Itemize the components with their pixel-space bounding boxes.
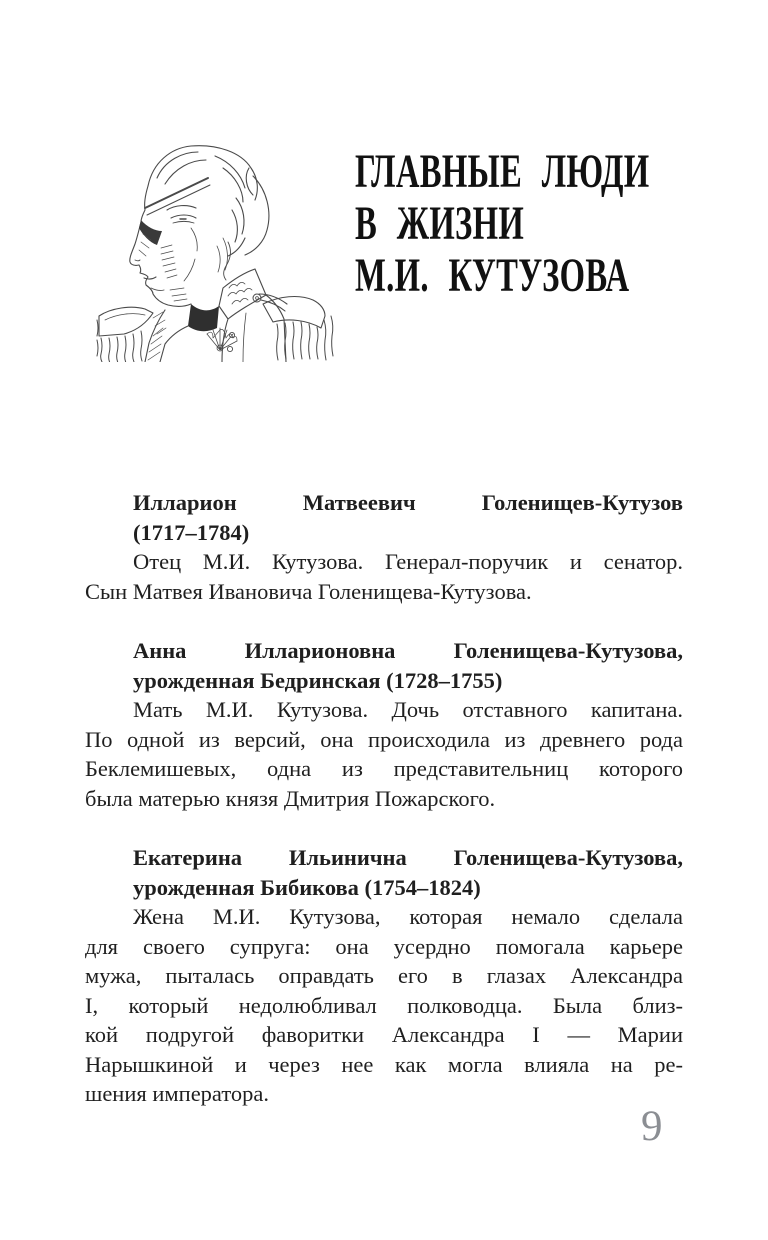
person-heading-line: Илларион Матвеевич Голенищев-Кутузов <box>133 490 683 515</box>
person-body-line: шения императора. <box>85 1081 269 1106</box>
kutuzov-portrait-engraving <box>95 138 345 362</box>
person-heading-line: Екатерина Ильинична Голенищева-Кутузова, <box>133 845 683 870</box>
person-body-line: кой подругой фаворитки Александра I — Марии <box>85 1022 683 1047</box>
person-body-line: По одной из версий, она происходила из древнего рода <box>85 726 683 752</box>
person-body-line: Мать М.И. Кутузова. Дочь отставного капитана. <box>133 697 683 722</box>
person-body-line: Сын Матвея Ивановича Голенищева-Кутузова. <box>85 578 532 604</box>
person-section <box>85 636 683 813</box>
person-body-line: I, который недолюбливал полководца. Была близ- <box>85 992 683 1018</box>
person-heading-line: Анна Илларионовна Голенищева-Кутузова, <box>133 638 683 663</box>
chapter-title <box>355 146 768 302</box>
chapter-title-line-3: М.И. КУТУЗОВА <box>355 249 630 302</box>
person-section <box>85 488 683 606</box>
person-section <box>85 843 683 1109</box>
person-heading <box>85 488 683 547</box>
person-heading-line: урожденная Бибикова (1754–1824) <box>133 874 481 900</box>
person-body-line: Нарышкиной и через нее как могла влияла на ре- <box>85 1051 683 1077</box>
person-heading <box>85 843 683 902</box>
person-body-line: была матерью князя Дмитрия Пожарского. <box>85 785 496 811</box>
page-number: 9 <box>641 1103 663 1150</box>
person-body-line: Беклемишевых, одна из представительниц которого <box>85 756 683 781</box>
person-body-line: для своего супруга: она усердно помогала карьере <box>85 933 683 959</box>
person-body-line: Отец М.И. Кутузова. Генерал-поручик и сенатор. <box>133 549 683 574</box>
person-heading-line: урожденная Бедринская (1728–1755) <box>133 667 503 693</box>
person-heading-line: (1717–1784) <box>133 519 250 545</box>
person-heading <box>85 636 683 695</box>
person-body-line: Жена М.И. Кутузова, которая немало сделала <box>133 904 683 929</box>
chapter-title-line-2: В ЖИЗНИ <box>355 197 525 250</box>
person-body-line: мужа, пыталась оправдать его в глазах Александра <box>85 963 683 988</box>
chapter-title-line-1: ГЛАВНЫЕ ЛЮДИ <box>355 145 650 198</box>
biography-sections <box>85 488 683 1109</box>
